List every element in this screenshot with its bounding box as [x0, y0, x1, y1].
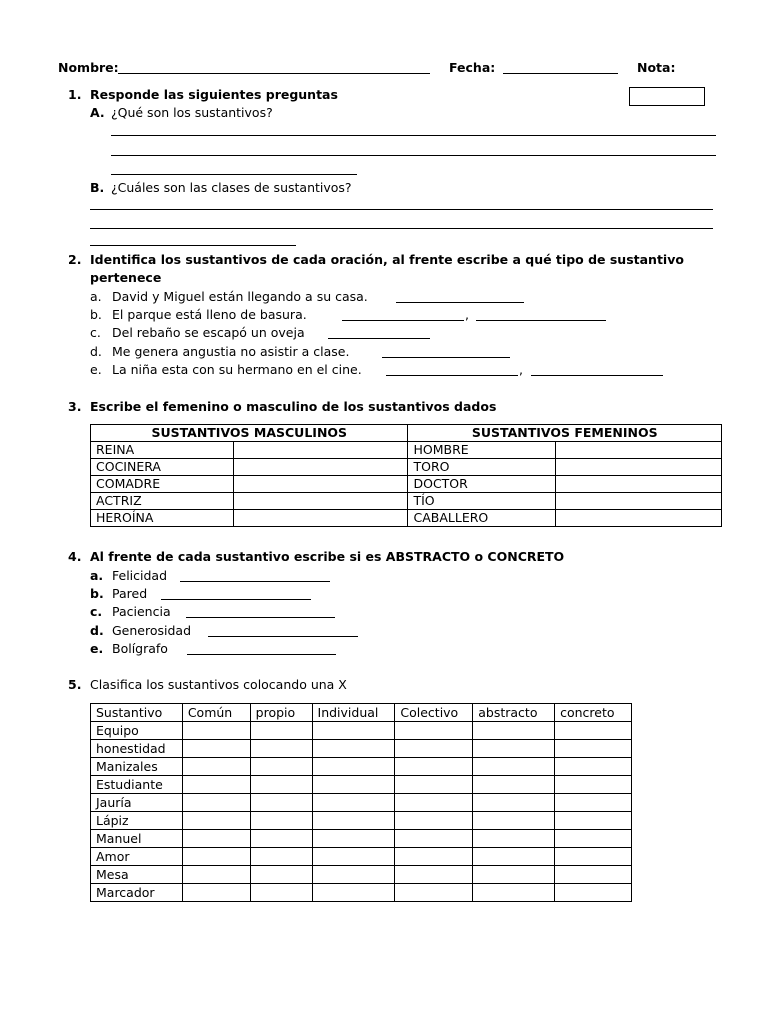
answer-cell[interactable] [233, 493, 408, 510]
noun-cell: Jauría [91, 794, 183, 812]
answer-line [382, 357, 510, 358]
answer-line [90, 228, 713, 229]
q2-item-letter: d. [90, 344, 102, 359]
nota-label: Nota: [637, 60, 676, 75]
check-cell[interactable] [312, 758, 395, 776]
q2-item-text: Del rebaño se escapó un oveja [112, 325, 305, 340]
word-cell: TÍO [408, 493, 556, 510]
q2-item-letter: a. [90, 289, 102, 304]
check-cell[interactable] [395, 866, 473, 884]
col-header-femeninos: SUSTANTIVOS FEMENINOS [408, 425, 722, 442]
check-cell[interactable] [250, 794, 312, 812]
q4-item-letter: a. [90, 568, 104, 583]
q4-item-text: Pared [112, 586, 148, 601]
check-cell[interactable] [555, 884, 632, 902]
word-cell: HEROÍNA [91, 510, 234, 527]
q2-item-text: La niña esta con su hermano en el cine. [112, 362, 362, 377]
header-cell: abstracto [473, 704, 555, 722]
noun-cell: Manizales [91, 758, 183, 776]
q4-item-letter: c. [90, 604, 103, 619]
answer-line [111, 135, 716, 136]
answer-cell[interactable] [233, 510, 408, 527]
word-cell: HOMBRE [408, 442, 556, 459]
word-cell: ACTRIZ [91, 493, 234, 510]
check-cell[interactable] [473, 758, 555, 776]
answer-line [396, 302, 524, 303]
answer-cell[interactable] [556, 493, 722, 510]
word-cell: CABALLERO [408, 510, 556, 527]
q2-item-letter: c. [90, 325, 101, 340]
check-cell[interactable] [182, 722, 250, 740]
answer-line [180, 581, 330, 582]
check-cell[interactable] [473, 812, 555, 830]
header-cell: concreto [555, 704, 632, 722]
word-cell: REINA [91, 442, 234, 459]
check-cell[interactable] [473, 884, 555, 902]
q1-a-text: ¿Qué son los sustantivos? [111, 105, 273, 120]
answer-cell[interactable] [556, 459, 722, 476]
word-cell: TORO [408, 459, 556, 476]
q1-title: Responde las siguientes preguntas [90, 87, 338, 102]
answer-line [90, 209, 713, 210]
q4-item-letter: e. [90, 641, 104, 656]
check-cell[interactable] [473, 740, 555, 758]
q3-number: 3. [68, 399, 82, 414]
q4-item-letter: b. [90, 586, 104, 601]
check-cell[interactable] [182, 830, 250, 848]
check-cell[interactable] [250, 848, 312, 866]
q4-item-letter: d. [90, 623, 104, 638]
check-cell[interactable] [312, 776, 395, 794]
answer-line [328, 338, 430, 339]
answer-line [476, 320, 606, 321]
q1-b-text: ¿Cuáles son las clases de sustantivos? [111, 180, 352, 195]
q3-title: Escribe el femenino o masculino de los sustantivos dados [90, 399, 497, 414]
check-cell[interactable] [250, 830, 312, 848]
answer-line [531, 375, 663, 376]
check-cell[interactable] [182, 740, 250, 758]
check-cell[interactable] [395, 722, 473, 740]
check-cell[interactable] [395, 794, 473, 812]
check-cell[interactable] [312, 812, 395, 830]
q2-item-letter: b. [90, 307, 102, 322]
fecha-line [503, 73, 618, 74]
check-cell[interactable] [312, 794, 395, 812]
check-cell[interactable] [395, 758, 473, 776]
check-cell[interactable] [473, 722, 555, 740]
q1-a-letter: A. [90, 105, 105, 120]
header-cell: Individual [312, 704, 395, 722]
q2-item-text: Me genera angustia no asistir a clase. [112, 344, 350, 359]
check-cell[interactable] [395, 884, 473, 902]
q2-number: 2. [68, 252, 82, 267]
nombre-line [118, 73, 430, 74]
check-cell[interactable] [250, 740, 312, 758]
check-cell[interactable] [555, 794, 632, 812]
noun-cell: Equipo [91, 722, 183, 740]
q4-item-text: Paciencia [112, 604, 171, 619]
q1-b-letter: B. [90, 180, 105, 195]
check-cell[interactable] [182, 866, 250, 884]
check-cell[interactable] [473, 794, 555, 812]
gender-table [90, 424, 722, 527]
answer-cell[interactable] [556, 510, 722, 527]
answer-line [208, 636, 358, 637]
answer-line [186, 617, 335, 618]
check-cell[interactable] [555, 812, 632, 830]
answer-line [386, 375, 518, 376]
q5-number: 5. [68, 677, 82, 692]
check-cell[interactable] [473, 776, 555, 794]
word-cell: DOCTOR [408, 476, 556, 493]
check-cell[interactable] [312, 722, 395, 740]
answer-cell[interactable] [556, 476, 722, 493]
q2-title-line2: pertenece [90, 270, 162, 285]
check-cell[interactable] [555, 740, 632, 758]
q4-title: Al frente de cada sustantivo escribe si es ABSTRACTO o CONCRETO [90, 549, 565, 564]
answer-cell[interactable] [233, 442, 408, 459]
check-cell[interactable] [312, 866, 395, 884]
noun-cell: Marcador [91, 884, 183, 902]
check-cell[interactable] [312, 848, 395, 866]
noun-cell: Amor [91, 848, 183, 866]
word-cell: COMADRE [91, 476, 234, 493]
comma: , [519, 362, 523, 377]
check-cell[interactable] [555, 848, 632, 866]
check-cell[interactable] [182, 794, 250, 812]
nota-box [629, 87, 705, 106]
noun-cell: Manuel [91, 830, 183, 848]
check-cell[interactable] [182, 776, 250, 794]
check-cell[interactable] [395, 830, 473, 848]
q2-title-line1: Identifica los sustantivos de cada oración, al frente escribe a qué tipo de sustantivo [90, 252, 684, 267]
check-cell[interactable] [555, 722, 632, 740]
q4-item-text: Generosidad [112, 623, 192, 638]
noun-cell: honestidad [91, 740, 183, 758]
q2-item-text: David y Miguel están llegando a su casa. [112, 289, 368, 304]
q2-item-letter: e. [90, 362, 102, 377]
comma: , [465, 307, 469, 322]
answer-line [111, 155, 716, 156]
check-cell[interactable] [555, 866, 632, 884]
classification-table [90, 703, 632, 902]
noun-cell: Estudiante [91, 776, 183, 794]
answer-cell[interactable] [556, 442, 722, 459]
check-cell[interactable] [395, 776, 473, 794]
check-cell[interactable] [250, 884, 312, 902]
q4-number: 4. [68, 549, 82, 564]
check-cell[interactable] [250, 722, 312, 740]
answer-line [111, 174, 357, 175]
header-cell: Colectivo [395, 704, 473, 722]
q4-item-text: Bolígrafo [112, 641, 168, 656]
check-cell[interactable] [312, 830, 395, 848]
q2-item-text: El parque está lleno de basura. [112, 307, 307, 322]
answer-line [161, 599, 311, 600]
noun-cell: Mesa [91, 866, 183, 884]
check-cell[interactable] [250, 812, 312, 830]
check-cell[interactable] [182, 758, 250, 776]
q1-number: 1. [68, 87, 82, 102]
answer-line [342, 320, 464, 321]
check-cell[interactable] [250, 776, 312, 794]
q4-item-text: Felicidad [112, 568, 168, 583]
answer-line [187, 654, 336, 655]
check-cell[interactable] [395, 812, 473, 830]
check-cell[interactable] [555, 776, 632, 794]
word-cell: COCINERA [91, 459, 234, 476]
check-cell[interactable] [312, 884, 395, 902]
check-cell[interactable] [473, 848, 555, 866]
answer-line [90, 245, 296, 246]
check-cell[interactable] [555, 830, 632, 848]
header-cell: propio [250, 704, 312, 722]
q5-title: Clasifica los sustantivos colocando una X [90, 677, 347, 692]
col-header-masculinos: SUSTANTIVOS MASCULINOS [91, 425, 408, 442]
nombre-label: Nombre: [58, 60, 119, 75]
answer-cell[interactable] [233, 459, 408, 476]
check-cell[interactable] [395, 740, 473, 758]
check-cell[interactable] [555, 758, 632, 776]
check-cell[interactable] [473, 830, 555, 848]
check-cell[interactable] [182, 848, 250, 866]
answer-cell[interactable] [233, 476, 408, 493]
header-cell: Sustantivo [91, 704, 183, 722]
check-cell[interactable] [182, 884, 250, 902]
fecha-label: Fecha: [449, 60, 496, 75]
check-cell[interactable] [395, 848, 473, 866]
check-cell[interactable] [182, 812, 250, 830]
check-cell[interactable] [473, 866, 555, 884]
header-cell: Común [182, 704, 250, 722]
noun-cell: Lápiz [91, 812, 183, 830]
check-cell[interactable] [250, 758, 312, 776]
check-cell[interactable] [312, 740, 395, 758]
check-cell[interactable] [250, 866, 312, 884]
